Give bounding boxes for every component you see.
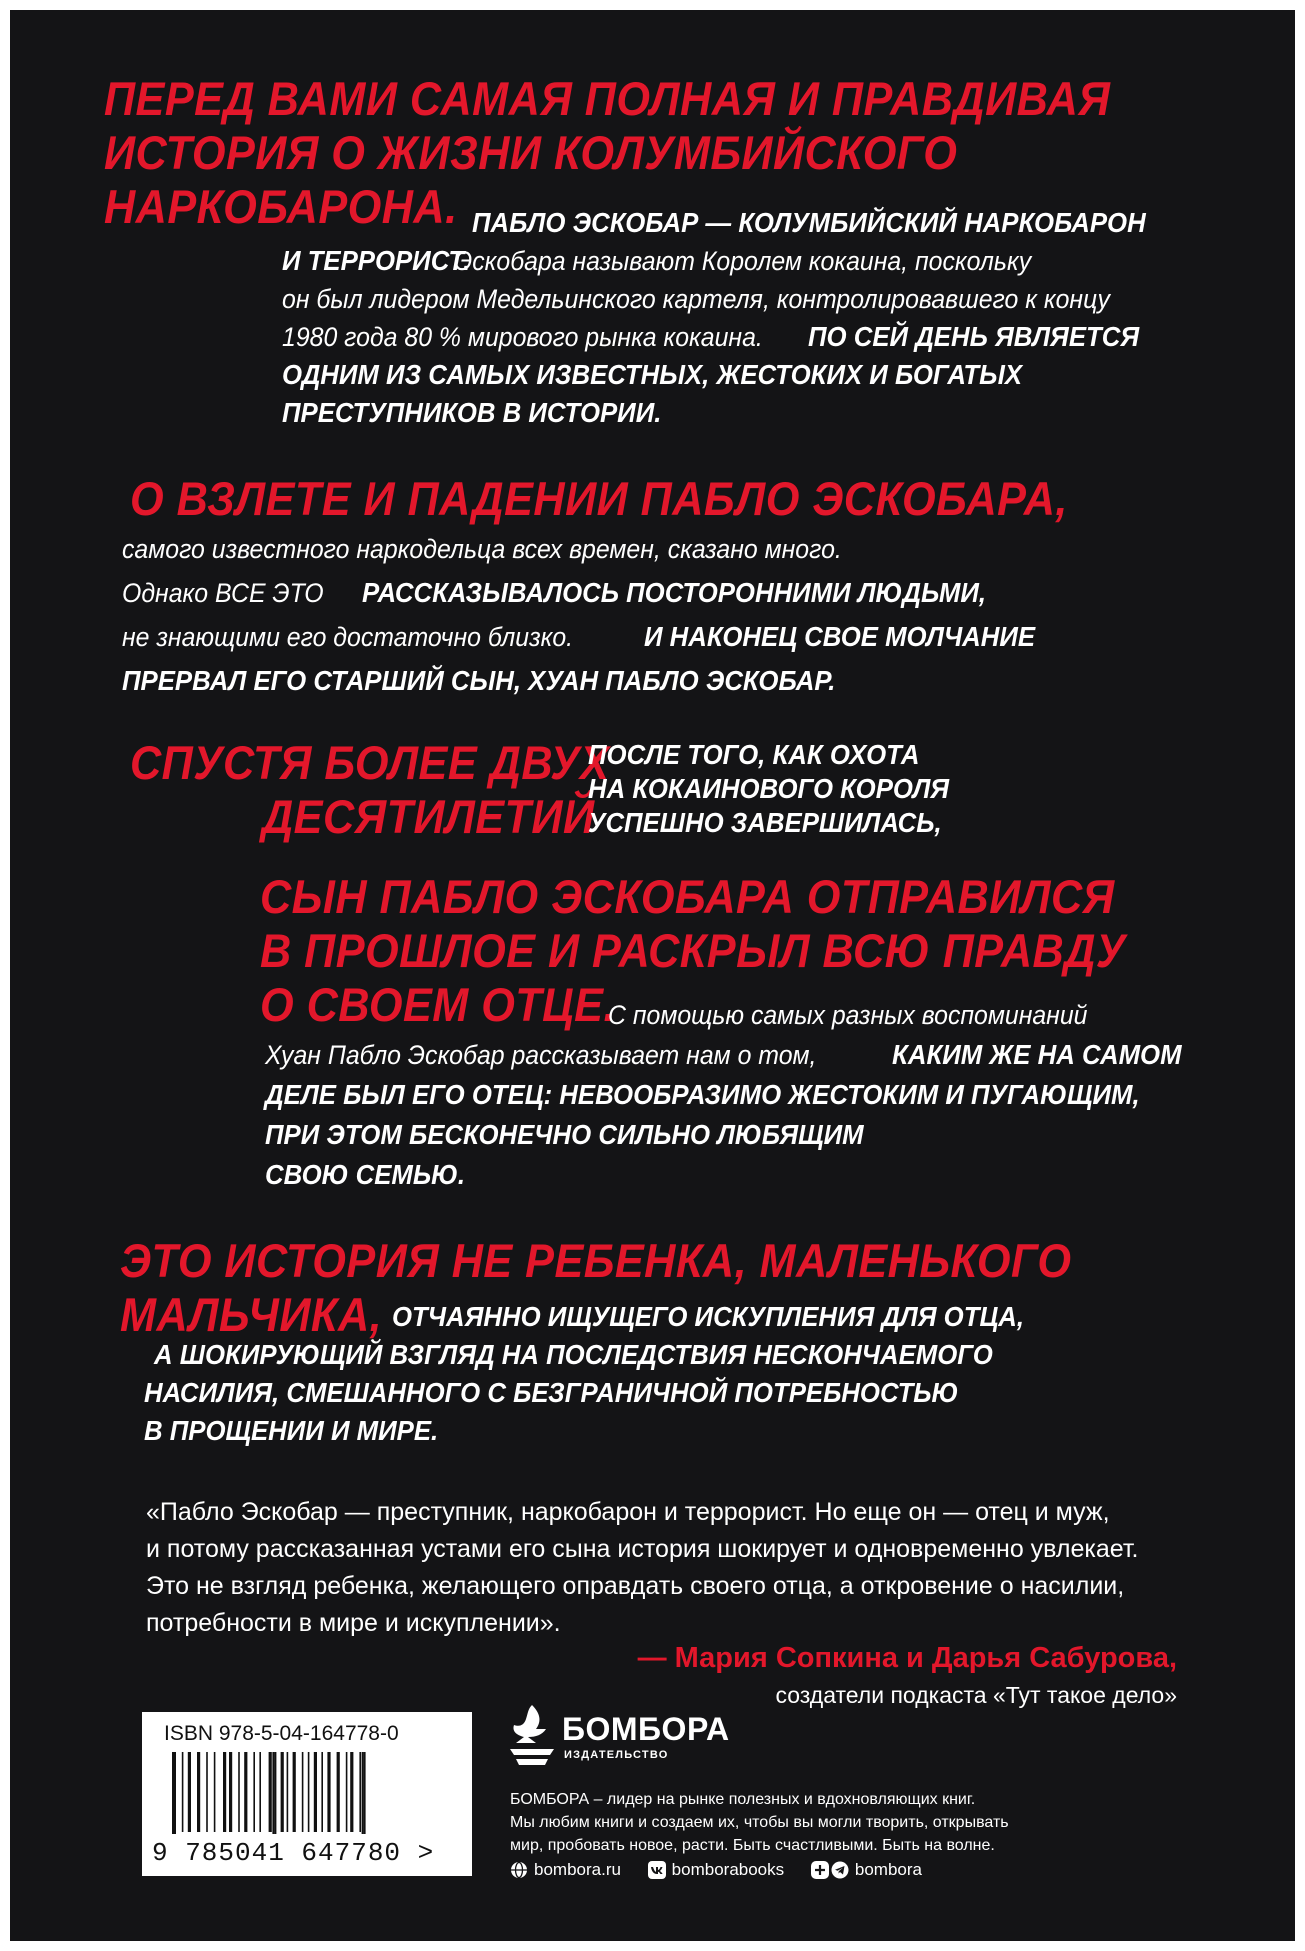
publisher-subtitle: ИЗДАТЕЛЬСТВО: [564, 1749, 669, 1761]
section5-bold-line: А ШОКИРУЮЩИЙ ВЗГЛЯД НА ПОСЛЕДСТВИЯ НЕСКОНЧАЕМОГО: [154, 1339, 993, 1370]
barcode-bar: [259, 1752, 261, 1832]
barcode-bar: [350, 1752, 353, 1832]
section1-headline: ПЕРЕД ВАМИ САМАЯ ПОЛНАЯ И ПРАВДИВАЯ ИСТОРИЯ О ЖИЗНИ КОЛУМБИЙСКОГО НАРКОБАРОНА.: [104, 72, 1111, 233]
section2-text-line: не знающими его достаточно близко.: [122, 622, 574, 652]
barcode-guard-bar: [274, 1752, 276, 1834]
barcode-bar: [206, 1752, 208, 1832]
barcode-bar: [314, 1752, 317, 1832]
globe-icon: [510, 1861, 528, 1879]
section3-headline-line: ДЕСЯТИЛЕТИЙ: [262, 790, 595, 843]
section2-bold-line: РАССКАЗЫВАЛОСЬ ПОСТОРОННИМИ ЛЮДЬМИ,: [362, 577, 987, 608]
telegram-icon: [831, 1861, 849, 1879]
social-vk[interactable]: bomborabooks: [648, 1860, 784, 1880]
publisher-name: БОМБОРА: [562, 1711, 730, 1747]
barcode-bar: [337, 1752, 340, 1832]
section4-text-line: С помощью самых разных воспоминаний: [608, 1000, 1088, 1030]
quote-author: — Мария Сопкина и Дарья Сабурова,: [637, 1642, 1177, 1674]
isbn-barcode: [142, 1712, 472, 1876]
publisher-socials: [510, 1860, 944, 1884]
barcode-digits: 9 785041 647780 >: [152, 1838, 435, 1868]
isbn-number: ISBN 978-5-04-164778-0: [164, 1722, 399, 1745]
barcode-bar: [244, 1752, 247, 1832]
barcode-bar: [253, 1752, 255, 1832]
barcode-guard-bar: [172, 1752, 174, 1834]
section2-headline: О ВЗЛЕТЕ И ПАДЕНИИ ПАБЛО ЭСКОБАРА,: [130, 472, 1068, 525]
barcode-bar: [281, 1752, 284, 1832]
bombora-logo-icon: [506, 1703, 558, 1767]
section3-bold-text: ПОСЛЕ ТОГО, КАК ОХОТА НА КОКАИНОВОГО КОРОЛЯ УСПЕШНО ЗАВЕРШИЛАСЬ,: [588, 739, 950, 838]
barcode-bar: [327, 1752, 330, 1832]
barcode-bar: [293, 1752, 296, 1832]
section1-bold-line: И ТЕРРОРИСТ.: [282, 245, 471, 276]
section2-bold-line: И НАКОНЕЦ СВОЕ МОЛЧАНИЕ: [644, 621, 1036, 652]
section1-bold-line: ПАБЛО ЭСКОБАР — КОЛУМБИЙСКИЙ НАРКОБАРОН: [472, 207, 1146, 238]
barcode-bar: [223, 1752, 226, 1832]
barcode-guard-bar: [362, 1752, 364, 1834]
section2-text-line: Однако ВСЕ ЭТО: [122, 578, 324, 608]
section2-text-line: самого известного наркодельца всех времен, сказано много.: [122, 534, 842, 564]
barcode-bar: [308, 1752, 310, 1832]
section5-bold-line: В ПРОЩЕНИИ И МИРЕ.: [144, 1415, 439, 1446]
barcode-bar: [321, 1752, 323, 1832]
section1-bold-line: ОДНИМ ИЗ САМЫХ ИЗВЕСТНЫХ, ЖЕСТОКИХ И БОГАТЫХ: [282, 359, 1023, 390]
publisher-description: БОМБОРА – лидер на рынке полезных и вдохновляющих книг. Мы любим книги и создаем их, чтобы вы могли творить, открывать мир, пробовать новое, расти. Быть счастливыми. Быть на волне.: [510, 1791, 1009, 1854]
barcode-bar: [197, 1752, 200, 1832]
section4-headline: СЫН ПАБЛО ЭСКОБАРА ОТПРАВИЛСЯ В ПРОШЛОЕ И РАСКРЫЛ ВСЮ ПРАВДУ О СВОЕМ ОТЦЕ.: [260, 870, 1126, 1031]
barcode-bar: [214, 1752, 216, 1832]
barcode-guard-bar: [174, 1752, 176, 1834]
barcode-bar: [182, 1752, 184, 1832]
section4-bold-line: СВОЮ СЕМЬЮ.: [265, 1159, 466, 1190]
barcode-icon: [170, 1752, 434, 1834]
section1-text-line: Эскобара называют Королем кокаина, поскольку: [455, 246, 1032, 276]
section1-bold-line: ПРЕСТУПНИКОВ В ИСТОРИИ.: [282, 397, 662, 428]
section4-bold-line: КАКИМ ЖЕ НА САМОМ: [892, 1039, 1182, 1070]
barcode-bar: [188, 1752, 191, 1832]
section4-bold-line: ПРИ ЭТОМ БЕСКОНЕЧНО СИЛЬНО ЛЮБЯЩИМ: [265, 1119, 864, 1150]
barcode-bar: [269, 1752, 272, 1832]
section5-bold-line: ОТЧАЯННО ИЩУЩЕГО ИСКУПЛЕНИЯ ДЛЯ ОТЦА,: [392, 1301, 1024, 1332]
book-back-cover: [10, 10, 1295, 1941]
section4-bold-line: ДЕЛЕ БЫЛ ЕГО ОТЕЦ: НЕВООБРАЗИМО ЖЕСТОКИМ И ПУГАЮЩИМ,: [265, 1079, 1140, 1110]
section5-bold-line: НАСИЛИЯ, СМЕШАННОГО С БЕЗГРАНИЧНОЙ ПОТРЕБНОСТЬЮ: [144, 1377, 959, 1408]
barcode-bar: [359, 1752, 361, 1832]
social-telegram[interactable]: bombora: [811, 1860, 922, 1880]
section5-headline-line: МАЛЬЧИКА,: [120, 1288, 383, 1341]
barcode-bar: [287, 1752, 289, 1832]
barcode-bar: [302, 1752, 304, 1832]
barcode-bar: [229, 1752, 232, 1832]
section3-headline-line: СПУСТЯ БОЛЕЕ ДВУХ: [130, 736, 610, 789]
vk-icon: [648, 1861, 666, 1879]
section2-bold-line: ПРЕРВАЛ ЕГО СТАРШИЙ СЫН, ХУАН ПАБЛО ЭСКОБАР.: [122, 665, 836, 696]
barcode-bar: [238, 1752, 240, 1832]
social-website[interactable]: bombora.ru: [510, 1860, 621, 1880]
barcode-guard-bar: [364, 1752, 366, 1834]
barcode-guard-bar: [272, 1752, 274, 1834]
review-quote: «Пабло Эскобар — преступник, наркобарон и террорист. Но еще он — отец и муж, и потому рассказанная устами его сына история шокирует и одновременно увлекает. Это не взгляд ребенка, желающего оправдать своего отца, а откровение о насилии, потребности в мире и искуплении».: [146, 1498, 1139, 1637]
section4-text-line: Хуан Пабло Эскобар рассказывает нам о том,: [265, 1040, 817, 1070]
section1-bold-line: ПО СЕЙ ДЕНЬ ЯВЛЯЕТСЯ: [808, 321, 1140, 352]
quote-author-role: создатели подкаста «Тут такое дело»: [775, 1682, 1177, 1708]
barcode-bar: [346, 1752, 348, 1832]
section1-text-line: 1980 года 80 % мирового рынка кокаина.: [282, 322, 763, 352]
section1-text-line: он был лидером Медельинского картеля, контролировавшего к концу: [282, 284, 1110, 314]
section5-headline-line: ЭТО ИСТОРИЯ НЕ РЕБЕНКА, МАЛЕНЬКОГО: [120, 1234, 1072, 1287]
plus-icon: [811, 1861, 829, 1879]
